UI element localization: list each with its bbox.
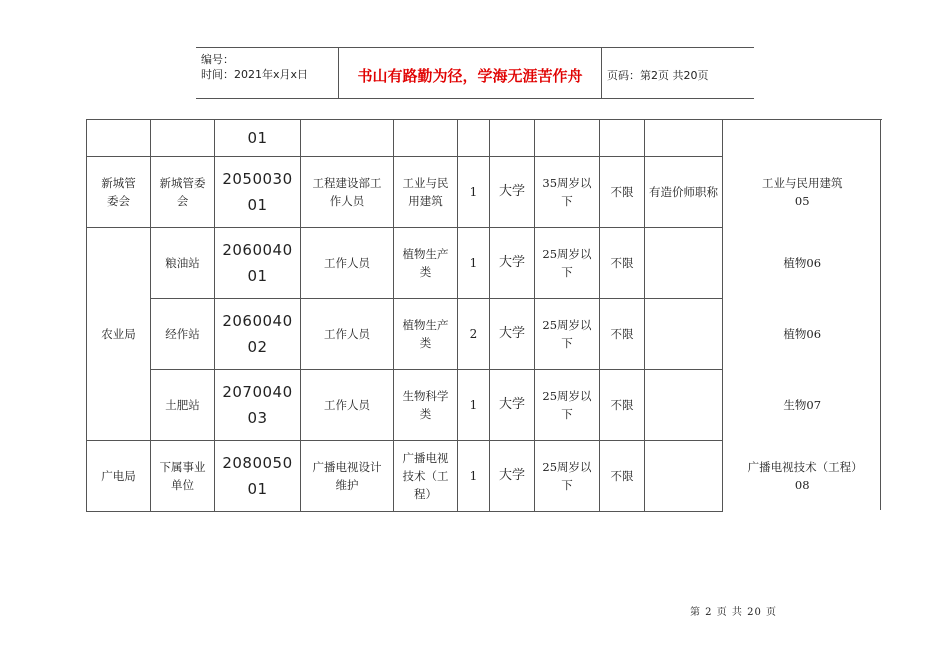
position-code-bottom: 03 [247,409,268,427]
note-cell [645,441,723,512]
position-code-top: 2060040 [222,312,293,330]
education-cell: 大学 [490,370,535,441]
position-code-top: 2080050 [222,454,293,472]
position-code-cell [215,370,301,441]
subject-cell [723,120,882,157]
other-cell: 不限 [600,370,645,441]
other-cell: 不限 [600,228,645,299]
age-cell: 25周岁以下 [535,299,600,370]
document-time-label: 时间：2021年x月x日 [201,68,309,81]
major-cell: 广播电视技术（工程） [394,441,458,512]
major-cell: 植物生产类 [394,299,458,370]
other-cell [600,120,645,157]
table-row [87,370,882,441]
age-cell: 35周岁以下 [535,157,600,228]
header-page-cell [601,48,754,98]
major-cell [394,120,458,157]
education-cell [490,120,535,157]
note-cell [645,370,723,441]
position-cell: 工程建设部工作人员 [301,157,394,228]
other-cell: 不限 [600,299,645,370]
table-row [87,441,882,512]
education-cell: 大学 [490,157,535,228]
note-cell [645,120,723,157]
table-row [87,299,882,370]
document-number-label: 编号： [201,53,234,66]
dept-cell: 新城管委会 [87,157,151,228]
note-cell: 有造价师职称 [645,157,723,228]
age-cell: 25周岁以下 [535,228,600,299]
position-code-bottom: 01 [247,196,268,214]
table-row [87,228,882,299]
position-code-top: 2050030 [222,170,293,188]
header-motto-cell [338,48,602,98]
subject-cell: 植物06 [723,228,882,299]
position-cell: 工作人员 [301,299,394,370]
age-cell: 25周岁以下 [535,441,600,512]
recruitment-table [86,119,882,512]
position-code-bottom: 01 [247,267,268,285]
count-cell: 1 [458,370,490,441]
position-code-cell [215,299,301,370]
unit-cell: 土肥站 [151,370,215,441]
position-cell: 广播电视设计维护 [301,441,394,512]
other-cell: 不限 [600,441,645,512]
major-cell: 工业与民用建筑 [394,157,458,228]
table-right-border [880,119,881,510]
subject-cell: 广播电视技术（工程）08 [723,441,882,512]
note-cell [645,228,723,299]
table-row [87,120,882,157]
major-cell: 植物生产类 [394,228,458,299]
unit-cell: 经作站 [151,299,215,370]
count-cell: 1 [458,441,490,512]
dept-cell [87,120,151,157]
unit-cell [151,120,215,157]
document-header [196,47,754,99]
unit-cell: 下属事业单位 [151,441,215,512]
header-meta-cell [196,48,338,98]
count-cell: 1 [458,157,490,228]
header-motto: 书山有路勤为径，学海无涯苦作舟 [357,67,583,85]
position-code-cell [215,120,301,157]
table-row [87,157,882,228]
major-cell: 生物科学类 [394,370,458,441]
position-code-bottom: 01 [247,129,268,147]
subject-cell: 植物06 [723,299,882,370]
education-cell: 大学 [490,441,535,512]
position-code-cell [215,441,301,512]
unit-cell: 粮油站 [151,228,215,299]
position-code-top: 2060040 [222,241,293,259]
position-code-top: 2070040 [222,383,293,401]
page-footer: 第 2 页 共 20 页 [690,607,777,618]
position-code-cell [215,157,301,228]
position-cell [301,120,394,157]
age-cell: 25周岁以下 [535,370,600,441]
position-cell: 工作人员 [301,228,394,299]
position-code-bottom: 01 [247,480,268,498]
note-cell [645,299,723,370]
unit-cell: 新城管委会 [151,157,215,228]
position-code-bottom: 02 [247,338,268,356]
count-cell [458,120,490,157]
count-cell: 1 [458,228,490,299]
other-cell: 不限 [600,157,645,228]
education-cell: 大学 [490,228,535,299]
subject-cell: 生物07 [723,370,882,441]
dept-cell: 广电局 [87,441,151,512]
position-cell: 工作人员 [301,370,394,441]
age-cell [535,120,600,157]
subject-cell: 工业与民用建筑05 [723,157,882,228]
dept-cell: 农业局 [87,228,151,441]
position-code-cell [215,228,301,299]
header-page-label: 页码：第2页 共20页 [607,69,709,82]
education-cell: 大学 [490,299,535,370]
count-cell: 2 [458,299,490,370]
